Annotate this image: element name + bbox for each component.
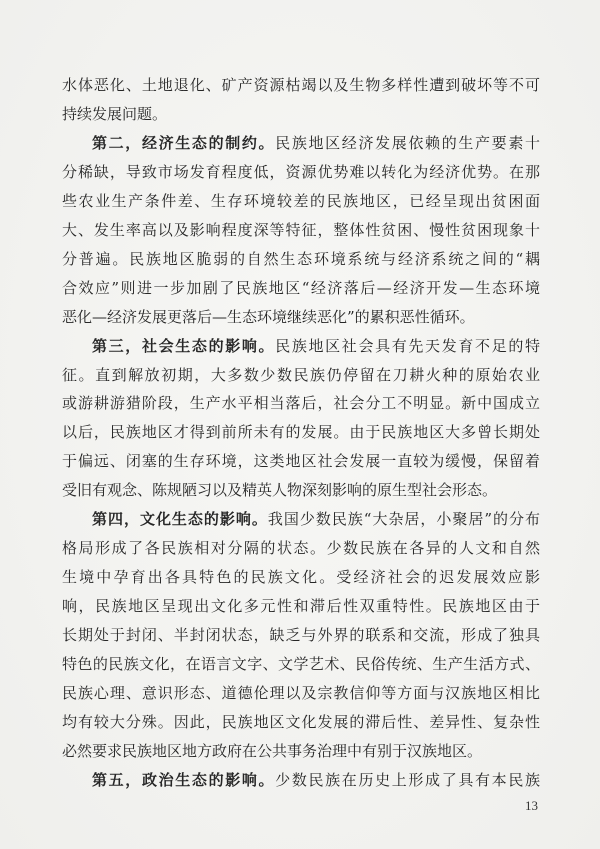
- paragraph: [62, 71, 540, 129]
- text-line: 必然要求民族地区地方政府在公共事务治理中有别于汉族地区。: [62, 741, 483, 760]
- text-line: 以后，民族地区才得到前所未有的发展。由于民族地区大多曾长期处: [62, 423, 540, 442]
- text-line: 恶化—经济发展更落后—生态环境继续恶化”的累积恶性循环。: [62, 307, 475, 326]
- text-line: 或游耕游猎阶段，生产水平相当落后，社会分工不明显。新中国成立: [62, 394, 540, 413]
- paragraph: [62, 129, 540, 332]
- text-run: 民族地区社会具有先天发育不足的特: [275, 336, 540, 355]
- text-run: 少数民族在历史上形成了具有本民族: [275, 770, 540, 789]
- section-heading: 第三，社会生态的影响。: [92, 336, 276, 355]
- text-line: 合效应”则进一步加剧了民族地区“经济落后—经济开发—生态环境: [62, 278, 540, 297]
- text-line: 格局形成了各民族相对分隔的状态。少数民族在各异的人文和自然: [62, 539, 540, 558]
- page-number: 13: [525, 798, 538, 813]
- text-line: 长期处于封闭、半封闭状态，缺乏与外界的联系和交流，形成了独具: [62, 626, 540, 645]
- paragraph: [62, 332, 540, 506]
- text-line: 分普遍。民族地区脆弱的自然生态环境系统与经济系统之间的“耦: [62, 249, 540, 268]
- text-line: 持续发展问题。: [62, 104, 168, 123]
- text-line: 征。直到解放初期，大多数少数民族仍停留在刀耕火种的原始农业: [62, 365, 540, 384]
- section-heading: 第五，政治生态的影响。: [92, 770, 276, 789]
- section-heading: 第四，文化生态的影响。: [92, 510, 268, 529]
- text-line: 于偏远、闭塞的生存环境，这类地区社会发展一直较为缓慢，保留着: [62, 452, 540, 471]
- text-line: 水体恶化、土地退化、矿产资源枯竭以及生物多样性遭到破坏等不可: [62, 76, 540, 94]
- page-body: [62, 71, 540, 795]
- text-line: 分稀缺，导致市场发育程度低，资源优势难以转化为经济优势。在那: [62, 162, 540, 181]
- paragraph: [62, 766, 540, 795]
- section-heading: 第二，经济生态的制约。: [92, 133, 276, 152]
- text-line: 响，民族地区呈现出文化多元性和滞后性双重特性。民族地区由于: [62, 597, 540, 616]
- text-line: 受旧有观念、陈规陋习以及精英人物深刻影响的原生型社会形态。: [62, 481, 498, 500]
- text-line: 大、发生率高以及影响程度深等特征，整体性贫困、慢性贫困现象十: [62, 220, 540, 239]
- text-line: 些农业生产条件差、生存环境较差的民族地区，已经呈现出贫困面: [62, 191, 540, 210]
- paragraph: [62, 505, 540, 766]
- text-line: [62, 505, 540, 534]
- text-line: [62, 766, 540, 795]
- text-run: 民族地区经济发展依赖的生产要素十: [275, 133, 540, 152]
- text-line: 民族心理、意识形态、道德伦理以及宗教信仰等方面与汉族地区相比: [62, 684, 540, 703]
- text-line: [62, 129, 540, 158]
- text-run: 我国少数民族“大杂居，小聚居”的分布: [267, 510, 540, 529]
- text-line: 均有较大分殊。因此，民族地区文化发展的滞后性、差异性、复杂性: [62, 712, 540, 731]
- text-line: [62, 332, 540, 361]
- text-line: 生境中孕育出各具特色的民族文化。受经济社会的迟发展效应影: [62, 568, 540, 587]
- text-line: 特色的民族文化，在语言文字、文学艺术、民俗传统、生产生活方式、: [62, 655, 540, 674]
